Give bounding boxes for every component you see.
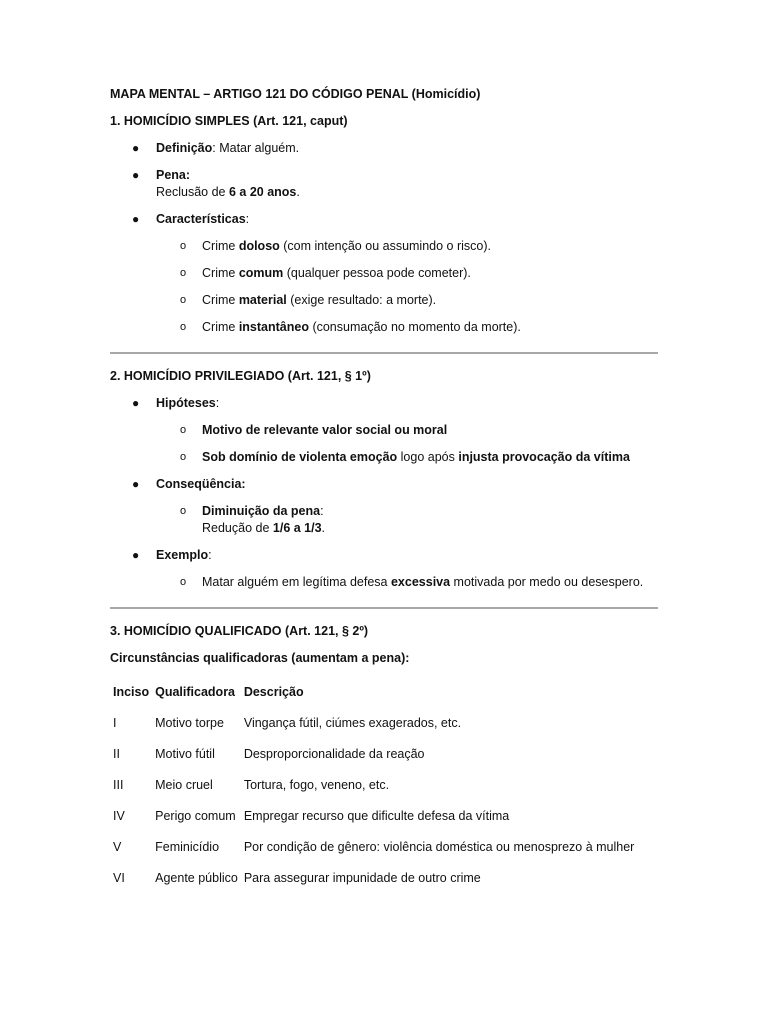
- cell-descricao: Empregar recurso que dificulte defesa da vítima: [243, 808, 510, 823]
- cell-qualificadora: Meio cruel: [155, 777, 213, 792]
- list-item-exemplo: ● Exemplo: o Matar alguém em legítima defesa excessiva motivada por medo ou desespero.: [110, 547, 658, 591]
- section-divider: [110, 607, 658, 609]
- hollow-bullet-icon: o: [180, 451, 187, 463]
- document-body: [110, 86, 658, 893]
- cell-descricao: Para assegurar impunidade de outro crime: [243, 870, 481, 885]
- hollow-bullet-icon: o: [180, 321, 187, 333]
- document-title: MAPA MENTAL – ARTIGO 121 DO CÓDIGO PENAL (Homicídio): [110, 87, 481, 101]
- section-1-list: [110, 140, 658, 336]
- bullet-icon: ●: [132, 548, 140, 562]
- hollow-bullet-icon: o: [180, 576, 187, 588]
- consequencia-sublist: [156, 503, 658, 537]
- bullet-icon: ●: [132, 396, 140, 410]
- cell-inciso: I: [113, 715, 117, 730]
- section-2-list: [110, 395, 658, 591]
- hollow-bullet-icon: o: [180, 505, 187, 517]
- caracteristicas-sublist: [156, 238, 658, 336]
- section-3-heading: 3. HOMICÍDIO QUALIFICADO (Art. 121, § 2º): [110, 624, 369, 638]
- list-item-hipoteses: ● Hipóteses: o Motivo de relevante valor social ou moral o Sob domínio de violenta emoção logo após injusta provocação da vítima: [110, 395, 658, 466]
- section-3-subheading: Circunstâncias qualificadoras (aumentam a pena):: [110, 651, 410, 665]
- column-header-descricao: Descrição: [243, 684, 304, 699]
- table-row: [110, 707, 637, 738]
- sublist-item: o Diminuição da pena: Redução de 1/6 a 1/3.: [180, 504, 326, 535]
- cell-qualificadora: Agente público: [155, 870, 238, 885]
- cell-qualificadora: Feminicídio: [155, 839, 220, 854]
- exemplo-sublist: [156, 574, 658, 591]
- hollow-bullet-icon: o: [180, 267, 187, 279]
- sublist-item: o Crime comum (qualquer pessoa pode cometer).: [180, 266, 471, 280]
- table-row: [110, 738, 637, 769]
- column-header-inciso: Inciso: [113, 684, 150, 699]
- section-1-heading: 1. HOMICÍDIO SIMPLES (Art. 121, caput): [110, 114, 348, 128]
- cell-descricao: Desproporcionalidade da reação: [243, 746, 425, 761]
- hollow-bullet-icon: o: [180, 294, 187, 306]
- table-row: [110, 769, 637, 800]
- table-header-row: [110, 676, 637, 707]
- sublist-item: o Crime instantâneo (consumação no momento da morte).: [180, 320, 521, 334]
- cell-descricao: Por condição de gênero: violência doméstica ou menosprezo à mulher: [243, 839, 635, 854]
- section-2-heading: 2. HOMICÍDIO PRIVILEGIADO (Art. 121, § 1º): [110, 369, 371, 383]
- qualificadoras-table: [110, 676, 637, 893]
- bullet-icon: ●: [132, 141, 140, 155]
- list-item-consequencia: ● Conseqüência: o Diminuição da pena: Redução de 1/6 a 1/3.: [110, 476, 658, 537]
- sublist-item: o Matar alguém em legítima defesa excessiva motivada por medo ou desespero.: [180, 575, 644, 589]
- section-divider: [110, 352, 658, 354]
- bullet-icon: ●: [132, 212, 140, 226]
- cell-inciso: II: [113, 746, 120, 761]
- sublist-item: o Crime material (exige resultado: a morte).: [180, 293, 437, 307]
- column-header-qualificadora: Qualificadora: [155, 684, 236, 699]
- hipoteses-sublist: [156, 422, 658, 466]
- sublist-item: o Sob domínio de violenta emoção logo após injusta provocação da vítima: [180, 450, 630, 464]
- hollow-bullet-icon: o: [180, 240, 187, 252]
- cell-qualificadora: Motivo torpe: [155, 715, 224, 730]
- list-item-definicao: ● Definição: Matar alguém.: [132, 141, 300, 155]
- table-row: [110, 800, 637, 831]
- bullet-icon: ●: [132, 477, 140, 491]
- list-item-pena: ● Pena: Reclusão de 6 a 20 anos.: [132, 168, 300, 199]
- table-row: [110, 862, 637, 893]
- cell-inciso: V: [113, 839, 122, 854]
- cell-qualificadora: Perigo comum: [155, 808, 236, 823]
- cell-qualificadora: Motivo fútil: [155, 746, 215, 761]
- list-item-caracteristicas: ● Características: o Crime doloso (com intenção ou assumindo o risco). o Crime comum (qualquer pessoa pode cometer). o Crime material (exige resultado: a morte). o Crime instantâneo (consumação no momento da morte).: [110, 211, 658, 336]
- hollow-bullet-icon: o: [180, 424, 187, 436]
- cell-inciso: IV: [113, 808, 125, 823]
- cell-inciso: VI: [113, 870, 125, 885]
- cell-inciso: III: [113, 777, 124, 792]
- cell-descricao: Tortura, fogo, veneno, etc.: [243, 777, 390, 792]
- bullet-icon: ●: [132, 168, 140, 182]
- sublist-item: o Motivo de relevante valor social ou moral: [180, 423, 448, 437]
- cell-descricao: Vingança fútil, ciúmes exagerados, etc.: [243, 715, 462, 730]
- sublist-item: o Crime doloso (com intenção ou assumindo o risco).: [180, 239, 491, 253]
- table-row: [110, 831, 637, 862]
